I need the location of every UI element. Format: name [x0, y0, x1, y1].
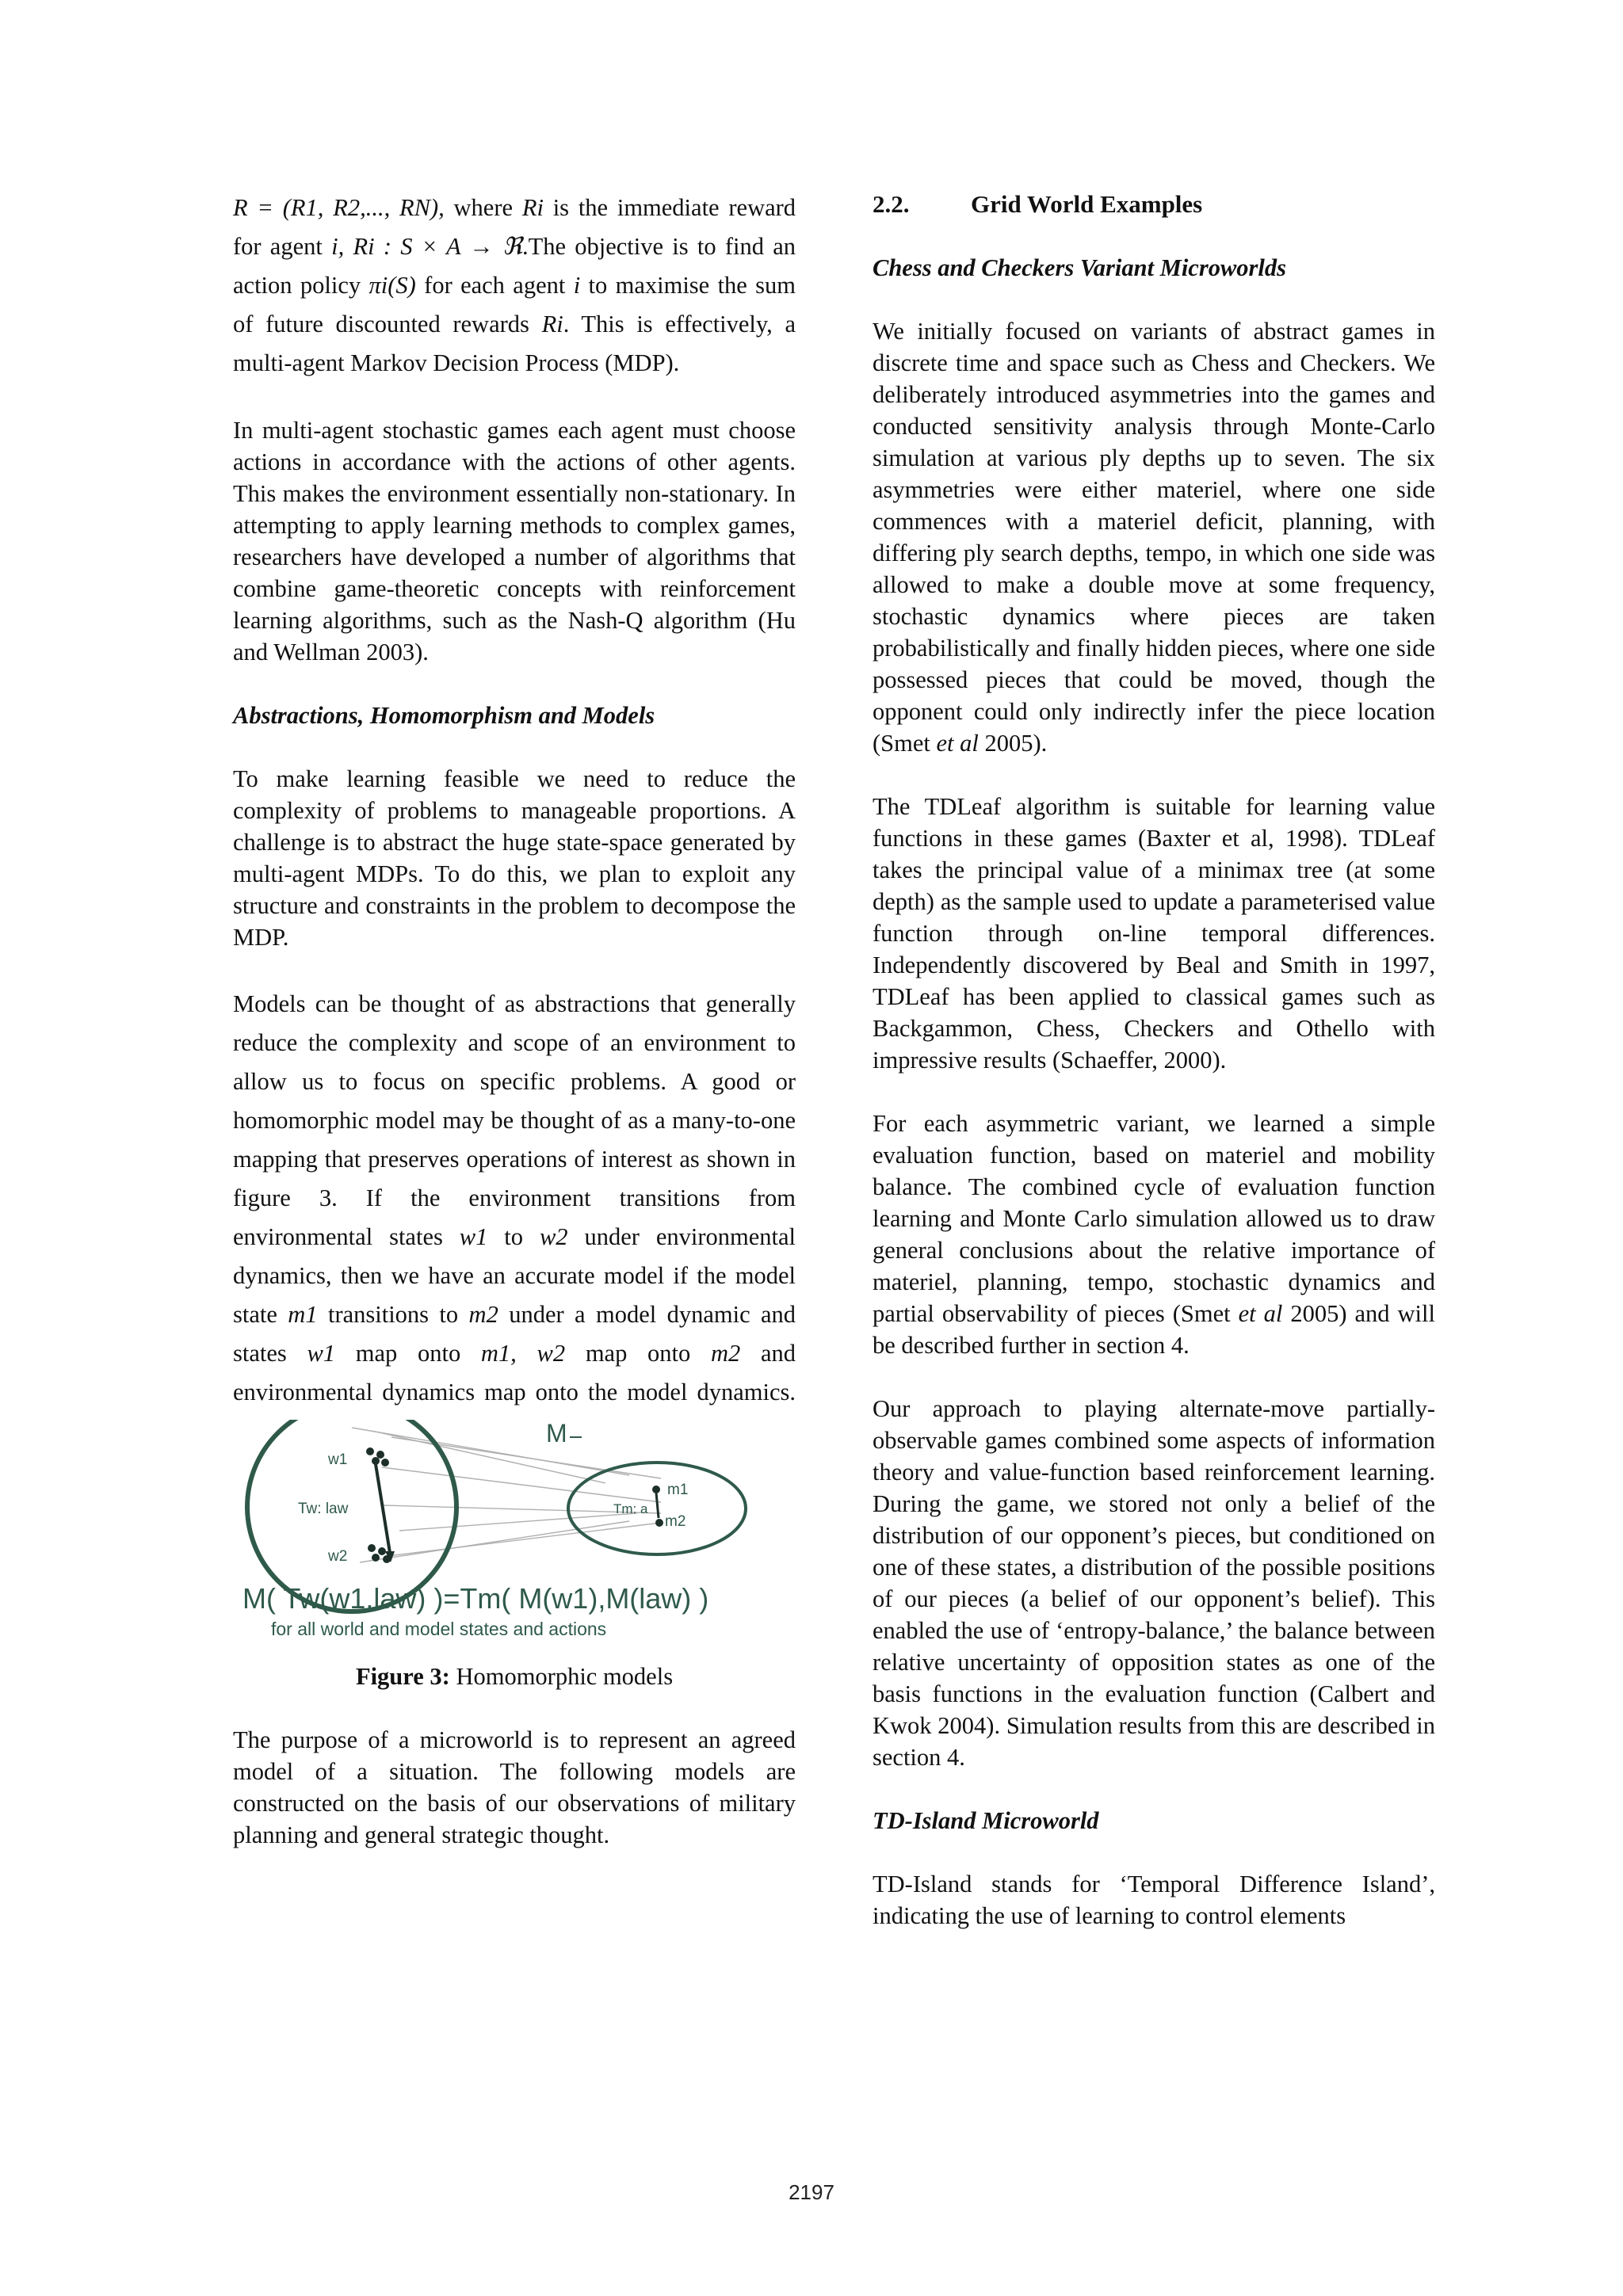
page-number: 2197	[789, 2180, 834, 2204]
figure-label-w2: w2	[328, 1548, 348, 1565]
section-heading-grid-world	[873, 189, 1435, 220]
figure-label-w1: w1	[328, 1451, 348, 1468]
figure-label-m1: m1	[667, 1482, 689, 1498]
paragraph-td-island: TD-Island stands for ‘Temporal Difference Island’, indicating the use of learning to control elements	[873, 1871, 1435, 1929]
paragraph-models: Models can be thought of as abstractions that generally reduce the complexity and scope of an environment to allow us to focus on specific problems. A good or homomorphic model may be thought of as a many-to-one mapping that preserves operations of interest as shown in figure 3. If the environment transitions from environmental states w1 to w2 under environmental dynamics, then we have an accurate model if the model state m1 transitions to m2 under a model dynamic and states w1 map onto m1, w2 map onto m2 and environmental dynamics map onto the model dynamics.	[233, 990, 796, 1405]
heading-td-island: TD-Island Microworld	[873, 1807, 1099, 1834]
figure-label-model-dynamics: Tm: a	[613, 1501, 648, 1516]
heading-chess-checkers: Chess and Checkers Variant Microworlds	[873, 254, 1286, 281]
figure-label-M: M	[546, 1420, 567, 1447]
paragraph-partially-observable: Our approach to playing alternate-move partially-observable games combined some aspects of information theory and value-function based reinforcement learning. During the game, we stored not only a belief of the distribution of our opponent’s pieces, but conditioned on one of these states, a distribution of the possible positions of our pieces (a belief of our opponent’s belief). This enabled the use of ‘entropy-balance,’ the balance between relative uncertainty of opposition states as one of the basis functions in the evaluation function (Calbert and Kwok 2004). Simulation results from this are described in section 4.	[873, 1395, 1435, 1771]
section-title: Grid World Examples	[971, 190, 1203, 218]
figure-label-world-dynamics: Tw: law	[298, 1501, 349, 1517]
homomorphism-diagram	[233, 1420, 796, 1642]
paragraph-learning-feasible: To make learning feasible we need to reduce the complexity of problems to manageable proportions. A challenge is to abstract the huge state-space generated by multi-agent MDPs. To do this, we plan to exploit any structure and constraints in the problem to decompose the MDP.	[233, 765, 796, 951]
paragraph-mdp-definition: R = (R1, R2,..., RN), where Ri is the immediate reward for agent i, Ri : S × A → ℜ.The objective is to find an action policy πi(S) for each agent i to maximise the sum of future discounted rewards Ri. This is effectively, a multi-agent Markov Decision Process (MDP).	[233, 194, 796, 376]
paragraph-microworld-purpose: The purpose of a microworld is to represent an agreed model of a situation. The following models are constructed on the basis of our observations of military planning and general strategic thought.	[233, 1726, 796, 1848]
reward-mapping-equation: Ri : S × A → ℜ	[353, 233, 522, 260]
paragraph-stochastic-games: In multi-agent stochastic games each agent must choose actions in accordance with the actions of other agents. This makes the environment essentially non-stationary. In attempting to apply learning methods to complex games, researchers have developed a number of algorithms that combine game-theoretic concepts with reinforcement learning algorithms, such as the Nash-Q algorithm (Hu and Wellman 2003).	[233, 417, 796, 666]
reward-vector-equation: R = (R1, R2,..., RN),	[233, 194, 445, 221]
m2-dot	[655, 1519, 663, 1527]
paragraph-tdleaf: The TDLeaf algorithm is suitable for learning value functions in these games (Baxter et al, 1998). TDLeaf takes the principal value of a minimax tree (at some depth) as the sample used to update a parameterised value function through on-line temporal differences. Independently discovered by Beal and Smith in 1997, TDLeaf has been applied to classical games such as Backgammon, Chess, Checkers and Othello with impressive results (Schaeffer, 2000).	[873, 793, 1435, 1074]
model-transition-arrow	[656, 1493, 659, 1518]
paragraph-asymmetries: We initially focused on variants of abstract games in discrete time and space such as Chess and Checkers. We deliberately introduced asymmetries into the games and conducted sensitivity analysis through Monte-Carlo simulation at various ply depths up to seven. The six asymmetries were either materiel, where one side commences with a materiel deficit, planning, with differing ply search depths, tempo, in which one side was allowed to make a double move at some frequency, stochastic dynamics where pieces are taken probabilistically and finally hidden pieces, where one side possessed pieces that could be moved, though the opponent could only indirectly infer the piece location (Smet et al 2005).	[873, 318, 1435, 757]
left-column	[233, 189, 796, 1882]
paragraph-evaluation-function: For each asymmetric variant, we learned a simple evaluation function, based on materiel and mobility balance. The combined cycle of evaluation function learning and Monte Carlo simulation allowed us to draw general conclusions about the relative importance of materiel, planning, tempo, stochastic dynamics and partial observability of pieces (Smet et al 2005) and will be described further in section 4.	[873, 1110, 1435, 1359]
figure-equation-subtext: for all world and model states and actions	[271, 1619, 607, 1639]
heading-abstractions: Abstractions, Homomorphism and Models	[233, 702, 655, 729]
section-number: 2.2.	[873, 190, 910, 218]
figure-homomorphism-equation: M( Tw(w1,law) )=Tm( M(w1),M(law) )	[242, 1582, 709, 1615]
right-column	[873, 189, 1435, 1963]
figure-caption: Figure 3: Homomorphic models	[355, 1663, 674, 1690]
figure-homomorphic-models	[233, 1420, 796, 1650]
figure-label-m2: m2	[665, 1513, 686, 1530]
policy-symbol: πi(S)	[369, 272, 416, 299]
m1-dot	[652, 1486, 660, 1493]
